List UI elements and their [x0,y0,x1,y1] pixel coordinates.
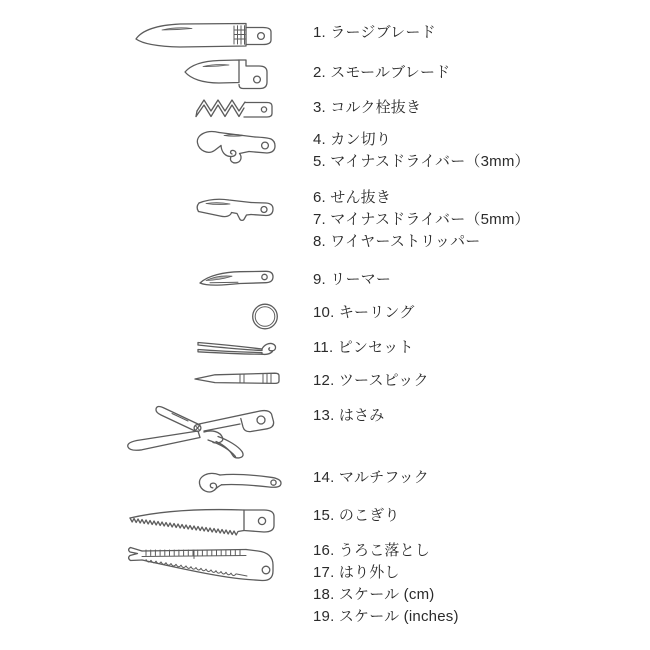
small-blade-icon [183,55,271,91]
label-line: 13. はさみ [313,407,385,424]
label-line: 18. スケール (cm) [313,586,435,603]
label-line: 3. コルク栓抜き [313,99,422,116]
can-opener-icon [193,126,277,166]
label-line: 11. ピンセット [313,339,414,356]
saw-icon [126,503,278,539]
bottle-opener-icon [193,190,277,230]
label-group-small-blade [313,62,450,84]
label-group-multi-hook [313,467,429,489]
label-group-large-blade [313,22,436,44]
label-line: 19. スケール (inches) [313,608,459,625]
corkscrew-icon [194,95,276,123]
large-blade-icon [134,17,274,53]
multi-hook-icon [195,468,285,496]
label-line: 2. スモールブレード [313,64,451,81]
label-group-corkscrew [313,97,421,119]
label-group-can-opener [313,129,530,173]
label-group-fish-scaler [313,540,459,628]
label-line: 15. のこぎり [313,507,400,524]
label-group-bottle-opener [313,187,530,253]
label-line: 8. ワイヤーストリッパー [313,233,481,250]
label-group-reamer [313,269,391,291]
label-line: 12. ツースピック [313,372,429,389]
label-line: 16. うろこ落とし [313,542,431,559]
label-line: 7. マイナスドライバー（5mm） [313,211,530,228]
label-line: 1. ラージブレード [313,24,436,41]
label-line: 17. はり外し [313,564,400,581]
label-line: 4. カン切り [313,131,392,148]
label-group-tweezers [313,337,414,359]
fish-scaler-icon [126,540,286,588]
scissors-icon [112,400,284,464]
label-line: 14. マルチフック [313,469,429,486]
reamer-icon [198,263,276,293]
label-line: 5. マイナスドライバー（3mm） [313,153,530,170]
key-ring-icon [250,300,280,332]
label-line: 9. リーマー [313,271,392,288]
tweezers-icon [196,336,282,362]
label-group-key-ring [313,302,415,324]
label-group-scissors [313,405,384,427]
label-group-toothpick [313,370,429,392]
label-line: 6. せん抜き [313,189,392,206]
label-group-saw [313,505,400,527]
toothpick-icon [193,366,281,390]
label-line: 10. キーリング [313,304,415,321]
